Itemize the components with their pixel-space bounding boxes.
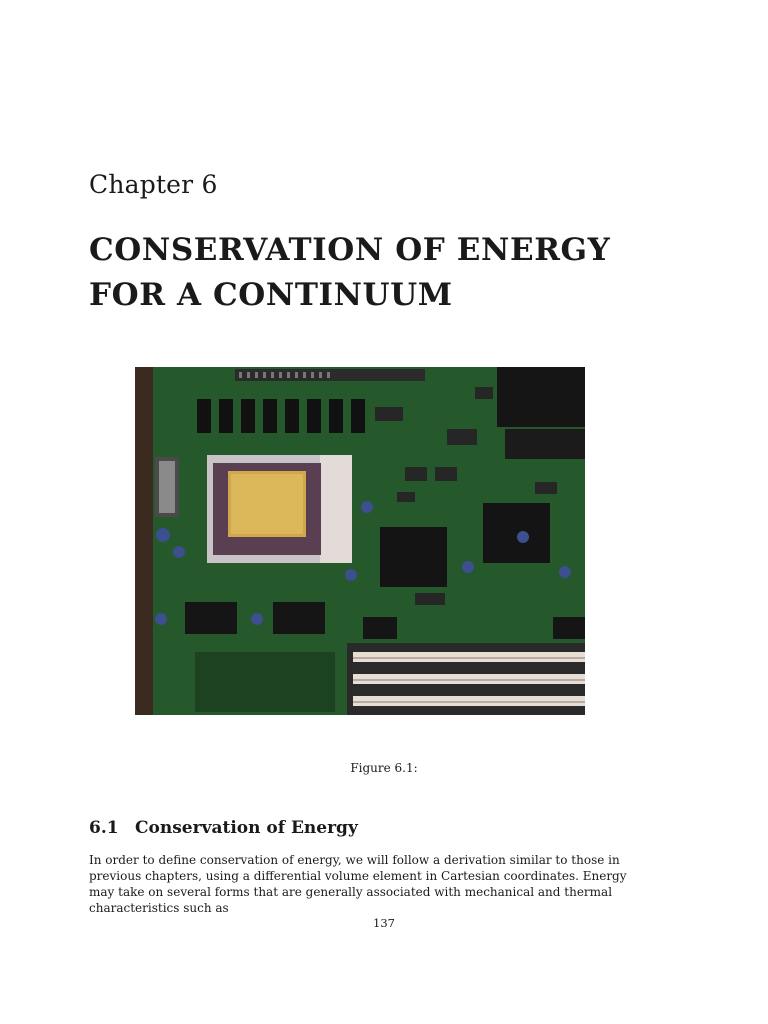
section-heading xyxy=(89,818,358,838)
chapter-label: Chapter 6 xyxy=(89,170,218,199)
section-body-paragraph: In order to define conservation of energy, we will follow a derivation similar to those in previous chapters, using a differential volume element in Cartesian coordinates. Energy may take on several forms that are generally associated with mechanical and thermal characteristics such as xyxy=(89,853,627,915)
section-number: 6.1 xyxy=(89,818,119,838)
figure-caption: Figure 6.1: xyxy=(350,761,418,775)
section-title: Conservation of Energy xyxy=(135,818,358,838)
chapter-title-line-2: FOR A CONTINUUM xyxy=(89,277,453,313)
chapter-title xyxy=(89,228,610,318)
chapter-title-line-1: CONSERVATION OF ENERGY xyxy=(89,232,611,268)
page-number: 137 xyxy=(373,916,395,930)
circuit-board-photo xyxy=(135,367,585,715)
